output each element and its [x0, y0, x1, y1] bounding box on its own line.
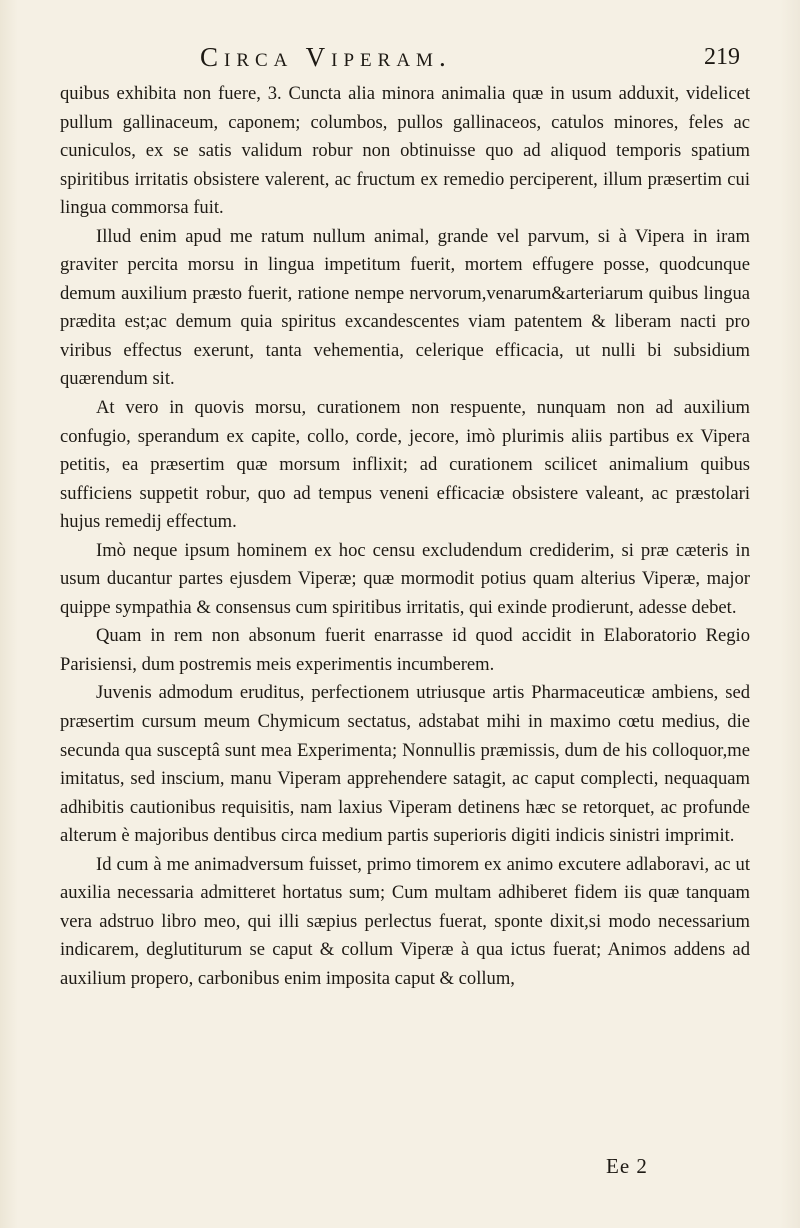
paragraph-1: quibus exhibita non fuere, 3. Cuncta alia minora animalia quæ in usum adduxit, videlicet pullum gallinaceum, caponem; columbos, pullos gallinaceos, catulos minores, feles ac cuniculos, ex se satis validum robur non obtinuisse quo ad aliquod temporis spatium spiritibus irritatis obsistere valerent, ac fructum ex remedio perciperent, illum præsertim cui lingua commorsa fuit. [60, 83, 750, 219]
body-text [60, 80, 750, 994]
paragraph-7: Id cum à me animadversum fuisset, primo timorem ex animo excutere adlaboravi, ac ut auxilia necessaria admitteret hortatus sum; Cum multam adhiberet fidem iis quæ tanquam vera adstruo libro meo, qui illi sæpius perlectus fuerat, sponte dixit,si modo necessarium indicarem, deglutiturum se caput & collum Viperæ à qua ictus fuerat; Animos addens ad auxilium propero, carbonibus enim imposita caput & collum, [60, 853, 750, 989]
paragraph-5: Quam in rem non absonum fuerit enarrasse id quod accidit in Elaboratorio Regio Parisiensi, dum postremis meis experimentis incumberem. [60, 625, 750, 675]
paragraph-4: Imò neque ipsum hominem ex hoc censu excludendum crediderim, si præ cæteris in usum ducantur partes ejusdem Viperæ; quæ mormodit potius quam alterius Viperæ, major quippe sympathia & consensus cum spiritibus irritatis, qui exinde prodierunt, adesse debet. [60, 539, 750, 618]
paragraph-6: Juvenis admodum eruditus, perfectionem utriusque artis Pharmaceuticæ ambiens, sed præsertim cursum meum Chymicum sectatus, adstabat mihi in maximo cœtu medius, die secunda qua susceptâ sunt mea Experimenta; Nonnullis præmissis, dum de his colloquor,me imitatus, sed inscium, manu Viperam apprehendere satagit, ac caput complecti, nequaquam adhibitis cautionibus requisitis, nam laxius Viperam detinens hæc se retorquet, ac profunde alterum è majoribus dentibus circa medium partis superioris digiti indicis sinistri imprimit. [60, 682, 750, 847]
catchword: Ee 2 [606, 1154, 648, 1178]
page-header [60, 42, 740, 76]
paragraph-2: Illud enim apud me ratum nullum animal, grande vel parvum, si à Vipera in iram graviter percita morsu in lingua impetitum fuerit, mortem effugere posse, quodcunque demum auxilium præsto fuerit, ratione nempe nervorum,venarum&arteriarum quibus lingua prædita est;ac demum quia spiritus excandescentes viam patentem & liberam nacti pro viribus effectus exerunt, tanta vehementia, celerique efficacia, ut nulli bi subsidium quærendum sit. [60, 225, 750, 390]
page-number: 219 [704, 44, 740, 70]
running-title: Circa Viperam. [200, 42, 452, 72]
paragraph-3: At vero in quovis morsu, curationem non respuente, nunquam non ad auxilium confugio, sperandum ex capite, collo, corde, jecore, imò plurimis aliis partibus ex Vipera petitis, ea præsertim quæ morsum inflixit; ad curationem scilicet animalium quibus sufficiens suppetit robur, quo ad tempus veneni efficaciæ obsistere valeant, ac præstolari hujus remedij effectum. [60, 397, 750, 533]
